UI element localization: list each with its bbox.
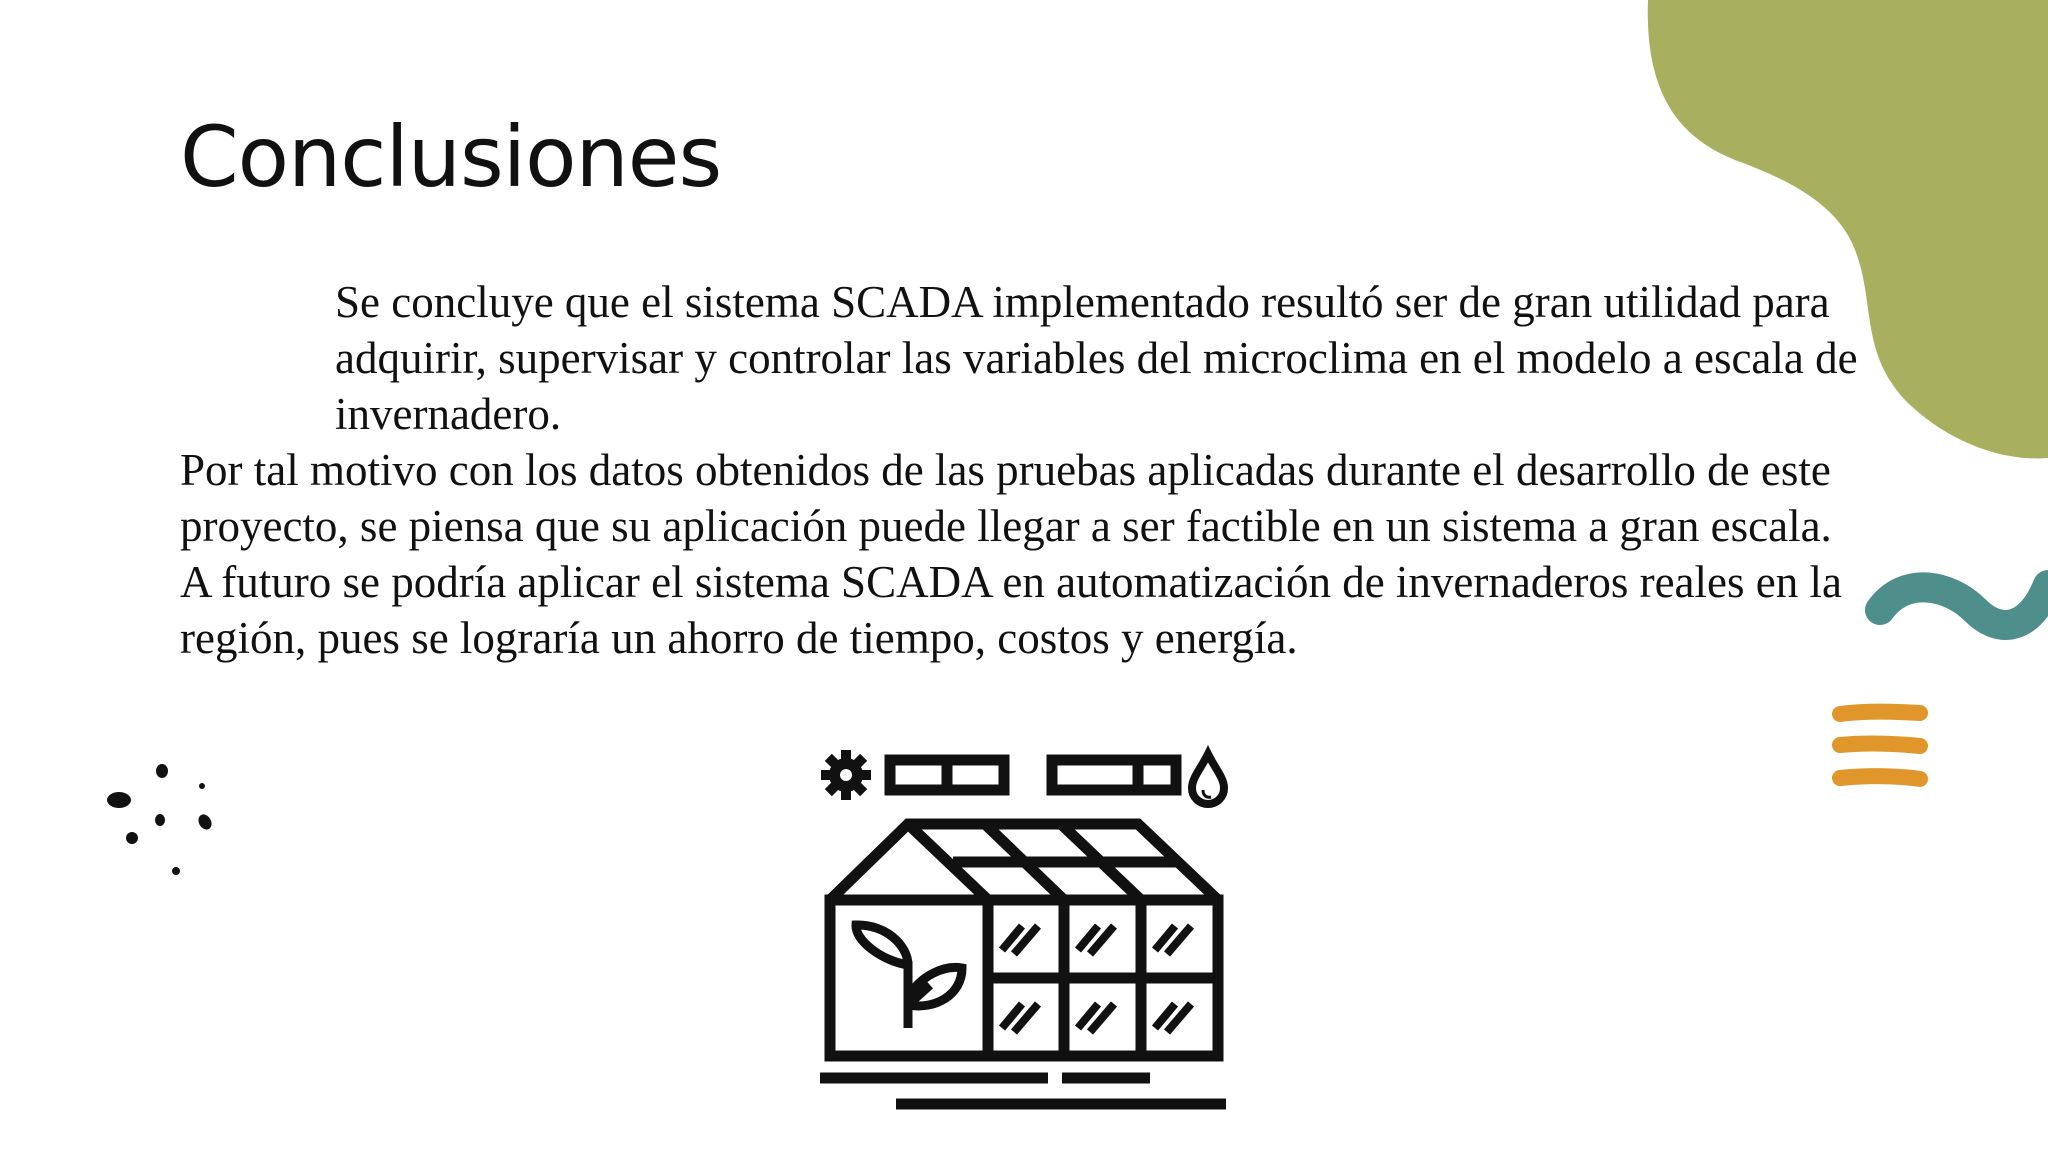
water-drop-icon <box>1192 754 1224 804</box>
paragraph: Se concluye que el sistema SCADA implementado resultó ser de gran utilidad para adquirir, supervisar y controlar las variables del microclima en el modelo a escala de invernadero. <box>335 277 1858 439</box>
paragraph: Por tal motivo con los datos obtenidos de las pruebas aplicadas durante el desarrollo de este proyecto, se piensa que su aplicación puede llegar a ser factible en un sistema a gran escala. <box>180 445 1832 551</box>
paragraph: A futuro se podría aplicar el sistema SCADA en automatización de invernaderos reales en la región, pues se lograría un ahorro de tiempo, costos y energía. <box>180 557 1842 663</box>
slide-title: Conclusiones <box>180 108 722 206</box>
gear-icon <box>821 750 871 800</box>
leaf-icon <box>856 925 962 1028</box>
